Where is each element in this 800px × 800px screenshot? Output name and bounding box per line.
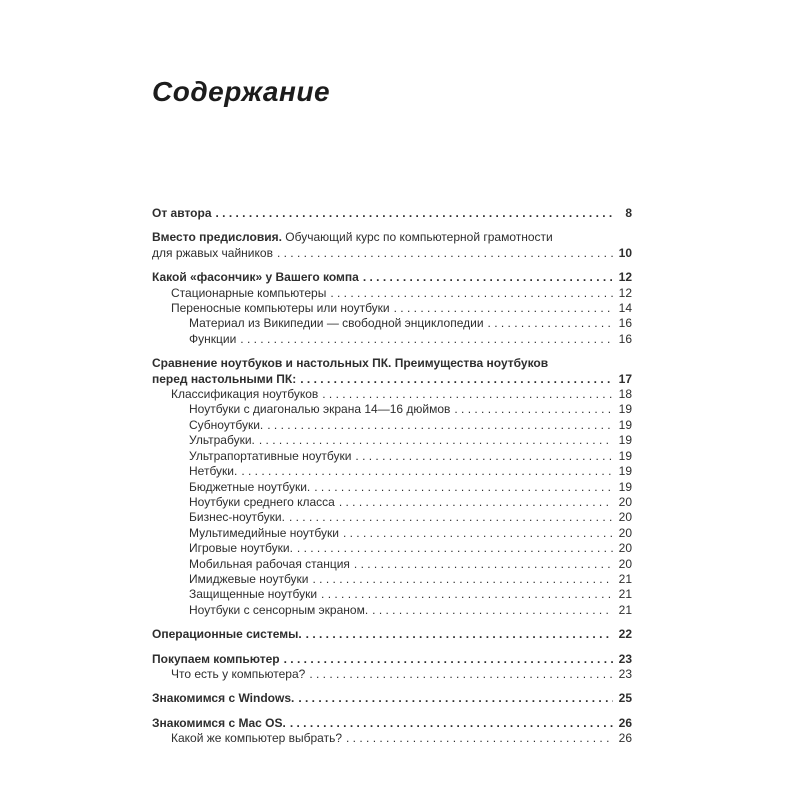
page-number: 19 xyxy=(618,448,632,463)
page-number: 20 xyxy=(618,494,632,509)
page-number: 16 xyxy=(618,331,632,346)
dot-leader xyxy=(355,449,613,464)
toc-entry xyxy=(189,526,632,541)
page-number: 23 xyxy=(618,651,632,666)
page-number: 26 xyxy=(618,715,632,730)
toc-line xyxy=(189,464,632,479)
page-title: Содержание xyxy=(152,76,331,107)
toc-entry-label: Какой «фасончик» у Вашего компа xyxy=(152,270,359,285)
toc-entry-label: Ультрабуки. xyxy=(189,433,255,448)
toc-entry xyxy=(189,433,632,448)
dot-leader xyxy=(298,691,613,706)
toc-line xyxy=(152,206,632,221)
toc-entry-label-bold-prefix: Вместо предисловия. xyxy=(152,230,286,245)
toc-line xyxy=(152,356,632,371)
toc-entry-label: Стационарные компьютеры xyxy=(171,285,327,300)
toc-entry xyxy=(189,557,632,572)
page-number: 21 xyxy=(618,587,632,602)
toc-line xyxy=(152,372,632,387)
toc-line xyxy=(189,526,632,541)
toc-entry xyxy=(189,449,632,464)
page-number: 10 xyxy=(618,245,632,260)
toc-entry xyxy=(189,316,632,331)
toc-entry xyxy=(152,716,632,731)
toc-entry-label: Вместо предисловия. Обучающий курс по компьютерной грамотности xyxy=(152,230,553,245)
toc-entry-label: Функции xyxy=(189,331,237,346)
toc-entry-label: Покупаем компьютер xyxy=(152,651,280,666)
toc-line xyxy=(189,587,632,602)
toc-entry-label: Переносные компьютеры или ноутбуки xyxy=(171,301,390,316)
dot-leader xyxy=(363,270,613,285)
dot-leader xyxy=(259,433,613,448)
toc-entry-label: Нетбуки. xyxy=(189,464,238,479)
toc-entry xyxy=(152,627,632,642)
toc-line xyxy=(171,731,632,746)
toc-entry xyxy=(189,480,632,495)
dot-leader xyxy=(297,541,613,556)
toc-entry xyxy=(189,541,632,556)
dot-leader xyxy=(300,372,613,387)
toc-entry xyxy=(152,230,632,261)
toc-entry xyxy=(189,572,632,587)
toc-line xyxy=(152,230,632,245)
toc-line xyxy=(189,332,632,347)
toc-line xyxy=(189,572,632,587)
dot-leader xyxy=(306,627,613,642)
toc-line xyxy=(152,246,632,261)
toc-entry-label: Классификация ноутбуков xyxy=(171,387,319,402)
page-number: 21 xyxy=(618,571,632,586)
page-number: 20 xyxy=(618,541,632,556)
page-number: 20 xyxy=(618,510,632,525)
dot-leader xyxy=(313,572,613,587)
toc-line xyxy=(171,286,632,301)
dot-leader xyxy=(488,316,613,331)
page-number: 12 xyxy=(618,285,632,300)
page-number: 20 xyxy=(618,525,632,540)
toc-entry xyxy=(152,206,632,221)
toc-entry-label: Защищенные ноутбуки xyxy=(189,587,318,602)
page-number: 12 xyxy=(618,270,632,285)
toc-entry-label: Игровые ноутбуки. xyxy=(189,541,293,556)
toc-list xyxy=(152,206,632,747)
toc-entry-label: Бизнес-ноутбуки. xyxy=(189,510,285,525)
page-number: 21 xyxy=(618,602,632,617)
toc-entry xyxy=(189,402,632,417)
toc-line xyxy=(189,495,632,510)
page-number: 20 xyxy=(618,556,632,571)
page-number: 17 xyxy=(618,371,632,386)
toc-line xyxy=(189,316,632,331)
dot-leader xyxy=(289,510,613,525)
toc-entry-label: Ноутбуки с диагональю экрана 14—16 дюймов xyxy=(189,402,451,417)
toc-entry-label: перед настольными ПК: xyxy=(152,371,297,386)
toc-entry xyxy=(152,652,632,667)
dot-leader xyxy=(330,286,613,301)
dot-leader xyxy=(354,557,613,572)
dot-leader xyxy=(394,301,613,316)
toc-line xyxy=(152,270,632,285)
toc-line xyxy=(171,301,632,316)
toc-line xyxy=(152,691,632,706)
toc-line xyxy=(171,667,632,682)
dot-leader xyxy=(277,246,613,261)
dot-leader xyxy=(339,495,613,510)
page-number: 18 xyxy=(618,387,632,402)
toc-line xyxy=(189,433,632,448)
toc-entry xyxy=(189,603,632,618)
dot-leader xyxy=(267,418,613,433)
toc-line xyxy=(189,510,632,525)
page-number: 14 xyxy=(618,301,632,316)
page-number: 26 xyxy=(618,731,632,746)
dot-leader xyxy=(346,731,613,746)
dot-leader xyxy=(216,206,614,221)
toc-entry xyxy=(171,286,632,301)
page-number: 19 xyxy=(618,479,632,494)
toc-line xyxy=(171,387,632,402)
dot-leader xyxy=(372,603,613,618)
toc-entry xyxy=(152,270,632,285)
toc-entry-label: Что есть у компьютера? xyxy=(171,666,306,681)
toc-line xyxy=(189,603,632,618)
toc-entry xyxy=(171,667,632,682)
toc-entry-label: Мультимедийные ноутбуки xyxy=(189,525,339,540)
dot-leader xyxy=(343,526,613,541)
dot-leader xyxy=(309,667,613,682)
toc-entry-label: Бюджетные ноутбуки. xyxy=(189,479,311,494)
dot-leader xyxy=(240,332,613,347)
toc-entry xyxy=(152,691,632,706)
page-number: 25 xyxy=(618,691,632,706)
toc-entry-label: Имиджевые ноутбуки xyxy=(189,571,309,586)
page-number: 23 xyxy=(618,666,632,681)
toc-entry-label: Ноутбуки среднего класса xyxy=(189,494,335,509)
toc-entry-label: Ноутбуки с сенсорным экраном. xyxy=(189,602,369,617)
toc-line xyxy=(189,541,632,556)
dot-leader xyxy=(322,387,613,402)
toc-line xyxy=(152,716,632,731)
toc-line xyxy=(189,480,632,495)
toc-entry-label: Знакомимся с Windows. xyxy=(152,691,295,706)
page-number: 19 xyxy=(618,402,632,417)
toc-entry-label: Сравнение ноутбуков и настольных ПК. Преимущества ноутбуков xyxy=(152,356,549,371)
toc-line xyxy=(152,627,632,642)
toc-entry xyxy=(189,418,632,433)
toc-entry xyxy=(171,731,632,746)
dot-leader xyxy=(290,716,613,731)
page-number: 19 xyxy=(618,464,632,479)
toc-entry-label: Мобильная рабочая станция xyxy=(189,556,350,571)
toc-entry xyxy=(189,587,632,602)
toc-entry-label: Какой же компьютер выбрать? xyxy=(171,731,343,746)
page-number: 8 xyxy=(625,206,632,220)
toc-entry xyxy=(189,464,632,479)
toc-entry-label: От автора xyxy=(152,206,212,220)
page-number: 19 xyxy=(618,417,632,432)
toc-entry xyxy=(152,356,632,387)
page-number: 19 xyxy=(618,433,632,448)
toc-entry-label: для ржавых чайников xyxy=(152,245,273,260)
toc-entry xyxy=(189,510,632,525)
toc-line xyxy=(152,652,632,667)
dot-leader xyxy=(314,480,613,495)
dot-leader xyxy=(321,587,613,602)
toc-line xyxy=(189,557,632,572)
toc-line xyxy=(189,418,632,433)
toc-entry-label: Операционные системы. xyxy=(152,627,302,642)
toc-entry-label: Субноутбуки. xyxy=(189,417,264,432)
dot-leader xyxy=(284,652,613,667)
toc-line xyxy=(189,449,632,464)
dot-leader xyxy=(241,464,613,479)
toc-entry-label: Знакомимся с Mac OS. xyxy=(152,715,286,730)
toc-line xyxy=(189,402,632,417)
toc-entry xyxy=(189,495,632,510)
toc-entry xyxy=(171,301,632,316)
dot-leader xyxy=(454,402,613,417)
page-number: 16 xyxy=(618,316,632,331)
toc-entry-label: Материал из Википедии — свободной энциклопедии xyxy=(189,316,484,331)
toc-entry xyxy=(171,387,632,402)
toc-entry-label: Ультрапортативные ноутбуки xyxy=(189,448,352,463)
toc-entry xyxy=(189,332,632,347)
page-number: 22 xyxy=(618,627,632,642)
